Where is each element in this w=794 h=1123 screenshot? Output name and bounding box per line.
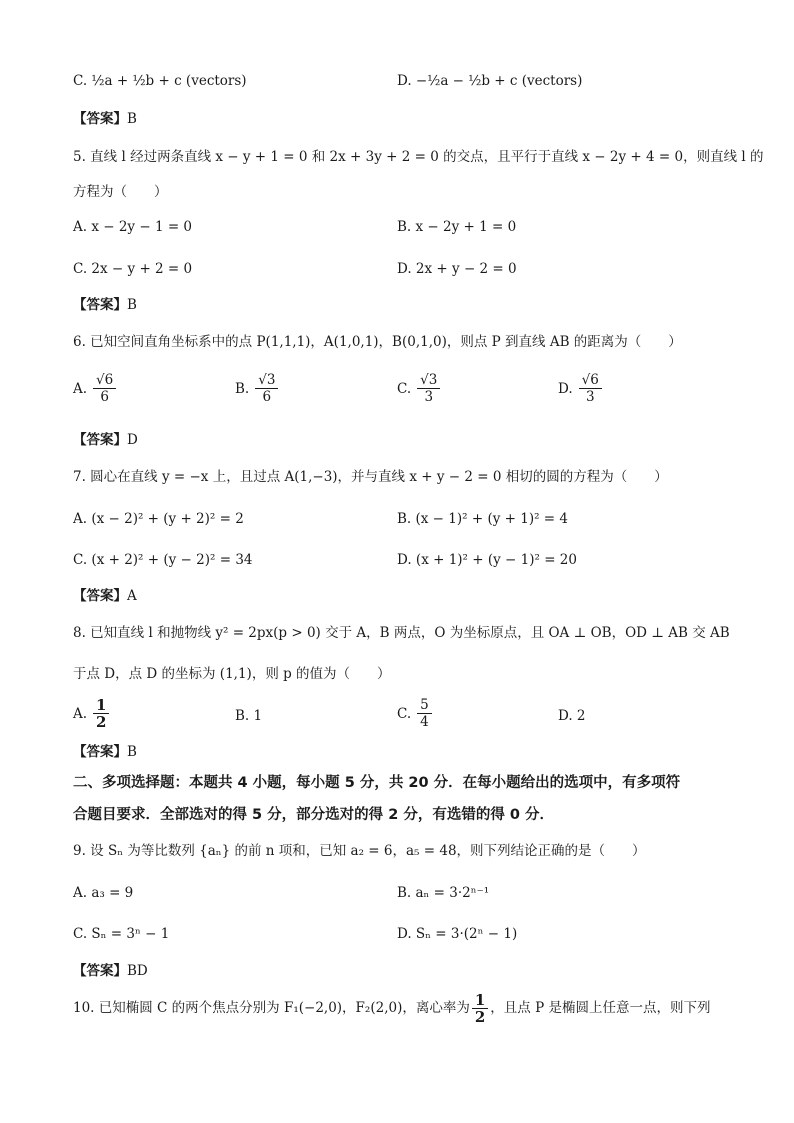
q10-stem: [73, 990, 710, 1026]
q9-option-b: B. aₙ = 3·2ⁿ⁻¹: [397, 885, 490, 901]
q8-option-a: [73, 697, 109, 730]
q7-option-d: D. (x + 1)² + (y − 1)² = 20: [397, 552, 577, 568]
numerator: 5: [417, 697, 432, 714]
q10-stem-pre: 10. 已知椭圆 C 的两个焦点分别为 F₁(−2,0)，F₂(2,0)，离心率为: [73, 1000, 470, 1016]
q9-option-d: D. Sₙ = 3·(2ⁿ − 1): [397, 926, 518, 942]
denominator: 4: [420, 714, 429, 730]
option-label: A.: [73, 705, 88, 722]
q5-option-c: C. 2x − y + 2 = 0: [73, 261, 193, 277]
denominator: 6: [262, 389, 272, 405]
q4-answer: [73, 108, 137, 130]
q7-stem: 7. 圆心在直线 y = −x 上，且过点 A(1,−3)，并与直线 x + y − 2 = 0 相切的圆的方程为（ ）: [73, 469, 668, 485]
q7-option-c: C. (x + 2)² + (y − 2)² = 34: [73, 552, 253, 568]
answer-value: B: [127, 111, 137, 127]
numerator: √3: [255, 372, 278, 389]
option-label: A.: [73, 380, 88, 397]
q4-option-d: D. −½a − ½b + c (vectors): [397, 73, 583, 89]
q6-stem: 6. 已知空间直角坐标系中的点 P(1,1,1)，A(1,0,1)，B(0,1,0)，则点 P 到直线 AB 的距离为（ ）: [73, 334, 682, 350]
q7-answer: [73, 585, 137, 607]
option-label: C.: [397, 380, 412, 397]
denominator: 3: [424, 389, 434, 405]
q5-answer: [73, 294, 137, 316]
answer-tag: 【答案】: [73, 111, 127, 127]
fraction: [93, 372, 116, 405]
q5-stem-line1: 5. 直线 l 经过两条直线 x − y + 1 = 0 和 2x + 3y + 2 = 0 的交点，且平行于直线 x − 2y + 4 = 0，则直线 l 的: [73, 149, 764, 165]
fraction: [417, 697, 432, 730]
denominator: 3: [585, 389, 595, 405]
answer-value: B: [127, 744, 137, 760]
numerator: √6: [579, 372, 602, 389]
answer-tag: 【答案】: [73, 744, 127, 760]
q7-option-a: A. (x − 2)² + (y + 2)² = 2: [73, 511, 244, 527]
q5-option-a: A. x − 2y − 1 = 0: [73, 219, 193, 235]
answer-tag: 【答案】: [73, 297, 127, 313]
answer-tag: 【答案】: [73, 588, 127, 604]
answer-value: BD: [127, 963, 148, 979]
numerator: 1: [93, 697, 109, 714]
q8-option-b: B. 1: [235, 708, 263, 724]
numerator: √6: [93, 372, 116, 389]
denominator: 2: [96, 713, 107, 731]
q6-answer: [73, 429, 138, 451]
answer-value: A: [127, 588, 137, 604]
q7-option-b: B. (x − 1)² + (y + 1)² = 4: [397, 511, 568, 527]
numerator: 1: [472, 992, 488, 1009]
answer-tag: 【答案】: [73, 432, 127, 448]
option-label: B.: [235, 380, 250, 397]
q10-stem-post: ，且点 P 是椭圆上任意一点，则下列: [490, 1000, 711, 1016]
q9-stem: 9. 设 Sₙ 为等比数列 {aₙ} 的前 n 项和，已知 a₂ = 6，a₅ = 48，则下列结论正确的是（ ）: [73, 843, 646, 859]
denominator: 6: [100, 389, 109, 405]
fraction: [93, 697, 109, 730]
q6-option-a: [73, 372, 116, 405]
option-label: D.: [558, 380, 573, 397]
fraction: [417, 372, 440, 405]
section2-heading-line1: 二、多项选择题：本题共 4 小题，每小题 5 分，共 20 分．在每小题给出的选项中，有多项符: [73, 775, 681, 791]
q6-option-d: [558, 372, 602, 405]
q6-option-b: [235, 372, 278, 405]
q4-option-c: C. ½a + ½b + c (vectors): [73, 73, 247, 89]
q8-stem-line2: 于点 D，点 D 的坐标为 (1,1)，则 p 的值为（ ）: [73, 666, 391, 682]
section2-heading-line2: 合题目要求．全部选对的得 5 分，部分选对的得 2 分，有选错的得 0 分．: [73, 807, 555, 823]
eccentricity-fraction: [472, 992, 488, 1025]
option-label: C.: [397, 705, 412, 722]
q8-option-c: [397, 697, 432, 730]
q6-option-c: [397, 372, 440, 405]
answer-tag: 【答案】: [73, 963, 127, 979]
answer-value: D: [127, 432, 138, 448]
q8-option-d: D. 2: [558, 708, 586, 724]
q5-stem-line2: 方程为（ ）: [73, 184, 168, 200]
q9-option-c: C. Sₙ = 3ⁿ − 1: [73, 926, 170, 942]
q8-stem-line1: 8. 已知直线 l 和抛物线 y² = 2px(p > 0) 交于 A，B 两点，O 为坐标原点，且 OA ⊥ OB，OD ⊥ AB 交 AB: [73, 625, 730, 641]
q5-option-b: B. x − 2y + 1 = 0: [397, 219, 517, 235]
q9-answer: [73, 960, 148, 982]
q9-option-a: A. a₃ = 9: [73, 885, 134, 901]
numerator: √3: [417, 372, 440, 389]
fraction: [255, 372, 278, 405]
q8-answer: [73, 741, 137, 763]
fraction: [579, 372, 602, 405]
denominator: 2: [474, 1008, 486, 1026]
answer-value: B: [127, 297, 137, 313]
q5-option-d: D. 2x + y − 2 = 0: [397, 261, 517, 277]
